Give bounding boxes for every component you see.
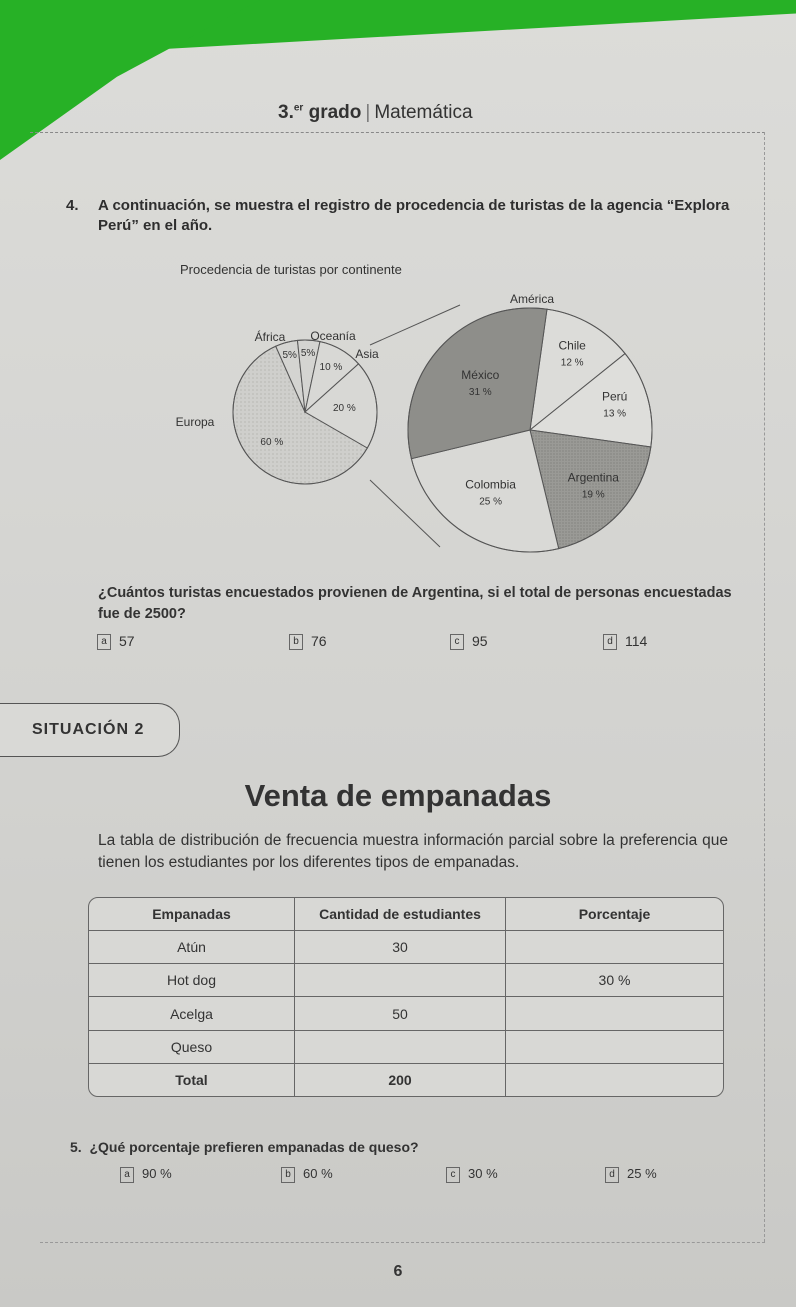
slice-label: Perú xyxy=(602,389,628,404)
q5-option-b[interactable] xyxy=(281,1166,333,1183)
table-cell: 30 % xyxy=(506,964,723,997)
header-empanadas: Empanadas xyxy=(89,898,295,931)
table-row xyxy=(89,931,723,964)
page-number: 6 xyxy=(393,1263,403,1280)
continent-label-oceania: Oceanía xyxy=(310,329,356,343)
america-pie-title: América xyxy=(509,292,555,306)
q5-option-a[interactable] xyxy=(120,1166,172,1183)
continent-label-africa: África xyxy=(254,330,286,344)
continent-label-europa: Europa xyxy=(175,415,215,429)
question-4-prompt: ¿Cuántos turistas encuestados provienen de Argentina, si el total de personas encuestadas fue de 2500? xyxy=(98,585,732,622)
option-letter-box: a xyxy=(97,634,111,650)
grade-word: grado xyxy=(308,102,362,123)
table-cell: Acelga xyxy=(89,997,295,1030)
table-row xyxy=(89,1031,723,1064)
page-header xyxy=(278,102,473,124)
frequency-table xyxy=(88,897,724,1097)
frame-bottom-line xyxy=(40,1242,765,1243)
connector-top xyxy=(370,305,460,345)
table-cell xyxy=(506,997,723,1030)
slice-label: Colombia xyxy=(465,477,516,492)
slice-value: 31 % xyxy=(468,386,492,398)
table-cell xyxy=(295,1031,506,1064)
frame-top-line xyxy=(30,132,765,133)
slice-value: 12 % xyxy=(560,357,584,369)
table-row xyxy=(89,997,723,1030)
slice-value: 13 % xyxy=(603,408,627,420)
continent-pie xyxy=(233,340,377,484)
q5-option-d[interactable] xyxy=(605,1166,657,1183)
option-letter-box: c xyxy=(450,634,464,650)
question-5-text: ¿Qué porcentaje prefieren empanadas de queso? xyxy=(89,1139,419,1155)
table-row xyxy=(89,964,723,997)
option-value: 57 xyxy=(119,633,135,649)
grade-sup: er xyxy=(293,102,304,114)
question-5 xyxy=(70,1139,419,1155)
subject-name: Matemática xyxy=(374,102,473,123)
chart-title: Procedencia de turistas por continente xyxy=(180,262,402,277)
option-letter-box: a xyxy=(120,1167,134,1183)
header-separator: | xyxy=(365,102,371,123)
option-value: 95 xyxy=(472,633,488,649)
q4-option-b[interactable] xyxy=(289,633,327,650)
table-cell xyxy=(506,1064,723,1096)
continent-label-asia: Asia xyxy=(355,347,379,361)
table-cell: 30 xyxy=(295,931,506,964)
option-value: 114 xyxy=(625,633,648,649)
option-letter-box: d xyxy=(603,634,617,650)
table-cell: Queso xyxy=(89,1031,295,1064)
table-cell xyxy=(295,964,506,997)
table-cell: 200 xyxy=(295,1064,506,1096)
q4-option-c[interactable] xyxy=(450,633,488,650)
question-4-number: 4. xyxy=(66,197,79,214)
slice-value: 20 % xyxy=(332,402,356,414)
option-value: 90 % xyxy=(142,1166,172,1181)
option-letter-box: b xyxy=(281,1167,295,1183)
slice-value: 10 % xyxy=(319,362,343,374)
slice-value: 19 % xyxy=(581,489,605,501)
table-cell xyxy=(506,931,723,964)
slice-label: Argentina xyxy=(567,470,619,485)
slice-label: Chile xyxy=(558,338,586,353)
header-porcentaje: Porcentaje xyxy=(506,898,723,931)
option-value: 60 % xyxy=(303,1166,333,1181)
q4-option-d[interactable] xyxy=(603,633,647,650)
table-cell: Total xyxy=(89,1064,295,1096)
option-value: 76 xyxy=(311,633,327,649)
table-row xyxy=(89,1064,723,1096)
header-cantidad: Cantidad de estudiantes xyxy=(295,898,506,931)
slice-value: 5% xyxy=(282,349,297,361)
q4-option-a[interactable] xyxy=(97,633,135,650)
slice-label: México xyxy=(461,367,500,382)
question-4-text: A continuación, se muestra el registro de procedencia de turistas de la agencia “Explora Perú” en el año. xyxy=(98,197,730,234)
option-value: 25 % xyxy=(627,1166,657,1181)
pie-charts xyxy=(160,285,680,570)
frame-right-line xyxy=(764,132,765,1242)
situacion-label: SITUACIÓN 2 xyxy=(32,721,145,738)
grade-number: 3. xyxy=(278,102,294,123)
slice-value: 5% xyxy=(300,348,316,360)
america-pie xyxy=(408,308,652,552)
option-value: 30 % xyxy=(468,1166,498,1181)
q5-option-c[interactable] xyxy=(446,1166,498,1183)
table-cell xyxy=(506,1031,723,1064)
slice-value: 60 % xyxy=(260,436,284,448)
option-letter-box: b xyxy=(289,634,303,650)
situacion-tab xyxy=(0,703,180,757)
table-cell: Hot dog xyxy=(89,964,295,997)
section-title: Venta de empanadas xyxy=(244,778,552,813)
table-cell: 50 xyxy=(295,997,506,1030)
option-letter-box: c xyxy=(446,1167,460,1183)
question-4 xyxy=(66,196,730,236)
question-5-number: 5. xyxy=(70,1139,82,1155)
table-header-row xyxy=(89,898,723,931)
intro-text: La tabla de distribución de frecuencia muestra información parcial sobre la preferencia que tienen los estudiantes por los diferentes tipos de empanadas. xyxy=(98,832,728,871)
option-letter-box: d xyxy=(605,1167,619,1183)
slice-value: 25 % xyxy=(479,496,502,508)
table-cell: Atún xyxy=(89,931,295,964)
